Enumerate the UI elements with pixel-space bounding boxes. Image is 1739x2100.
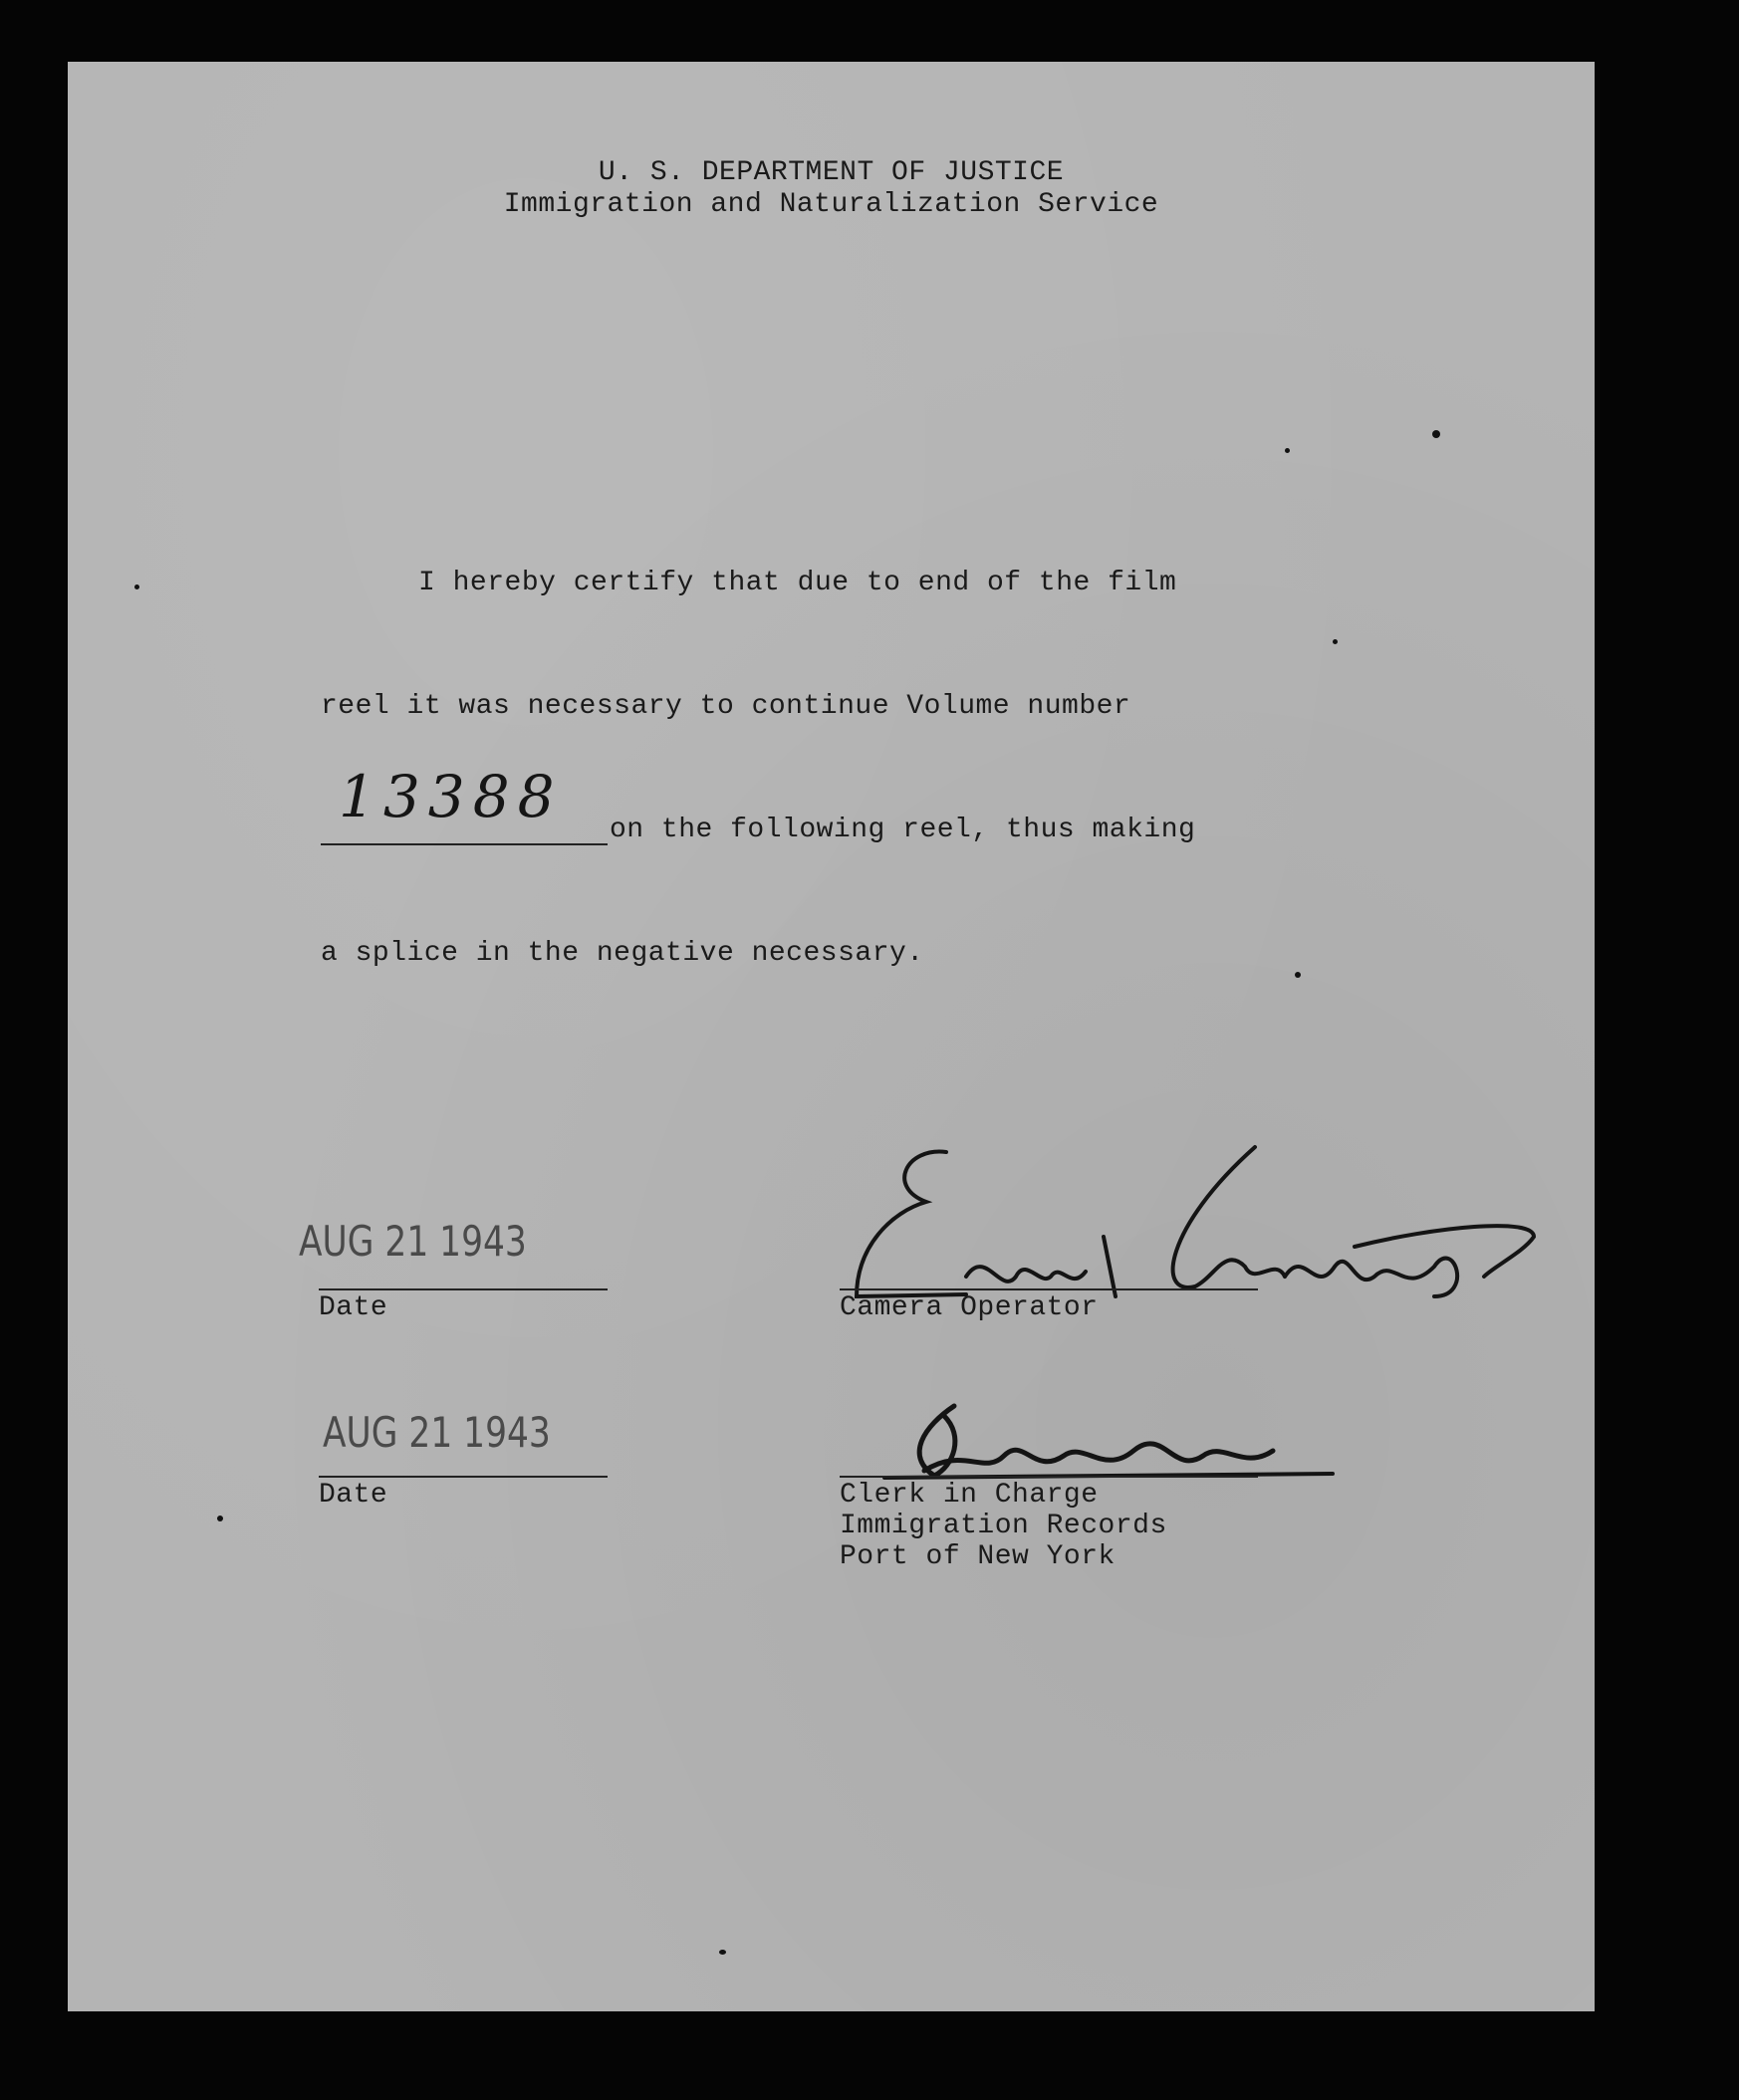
date-label-2: Date: [319, 1480, 388, 1511]
body-line-1: I hereby certify that due to end of the film: [418, 568, 1177, 598]
clerk-label-line-3: Port of New York: [840, 1541, 1116, 1572]
document-page: [68, 62, 1595, 2011]
body-line-3: on the following reel, thus making: [610, 815, 1196, 845]
date-line-1: [319, 1288, 608, 1290]
date-line-2: [319, 1476, 608, 1478]
dust-speck: [719, 1950, 726, 1955]
dust-speck: [1432, 430, 1440, 438]
clerk-label-line-2: Immigration Records: [840, 1511, 1167, 1541]
camera-operator-label: Camera Operator: [840, 1292, 1099, 1323]
dust-speck: [1333, 639, 1338, 644]
clerk-label-line-1: Clerk in Charge: [840, 1480, 1099, 1511]
camera-operator-line: [840, 1288, 1258, 1290]
volume-number-handwritten: 13388: [339, 763, 563, 830]
dust-speck: [1285, 448, 1290, 453]
date-stamp-1: AUG 21 1943: [299, 1217, 527, 1266]
body-line-2: reel it was necessary to continue Volume number: [321, 691, 1131, 722]
volume-number-underline: [321, 843, 608, 845]
clerk-line: [840, 1476, 1258, 1478]
header-department: U. S. DEPARTMENT OF JUSTICE: [598, 157, 1065, 188]
dust-speck: [1295, 972, 1301, 978]
date-label-1: Date: [319, 1292, 388, 1323]
body-line-4: a splice in the negative necessary.: [321, 938, 924, 969]
dust-speck: [217, 1516, 223, 1521]
date-stamp-2: AUG 21 1943: [323, 1408, 551, 1457]
header-service: Immigration and Naturalization Service: [503, 189, 1159, 220]
dust-speck: [134, 584, 139, 589]
